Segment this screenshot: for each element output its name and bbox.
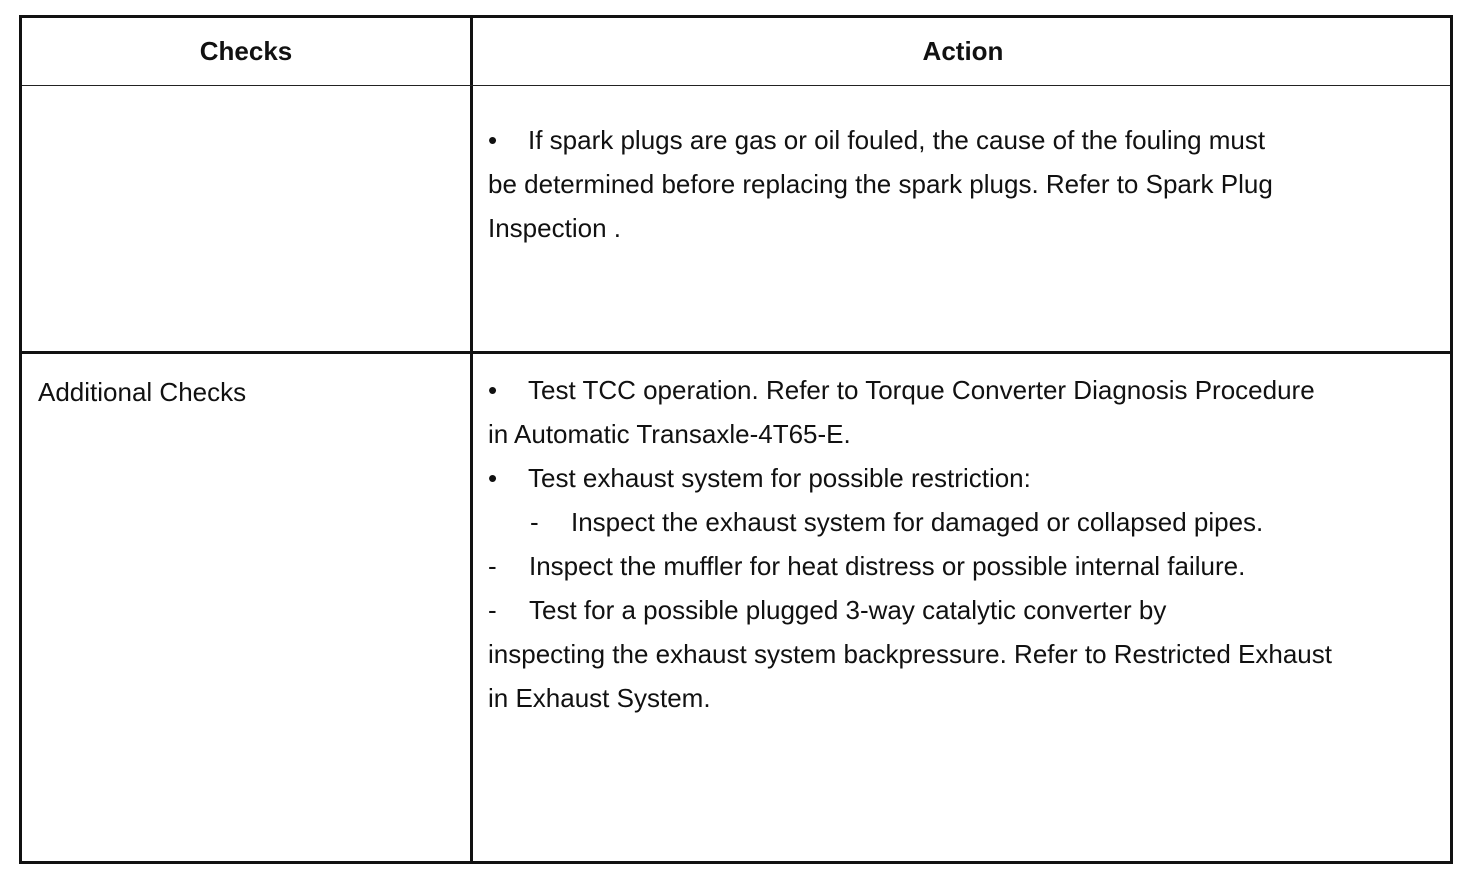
action-line-text: Test TCC operation. Refer to Torque Converter Diagnosis Procedure [528,375,1315,405]
action-line-text: Test for a possible plugged 3-way catalytic converter by [529,595,1167,625]
action-line [488,588,1332,632]
row-1-action [488,118,1273,250]
action-line-text: inspecting the exhaust system backpressure. Refer to Restricted Exhaust [488,639,1332,669]
action-line [488,412,1332,456]
row-divider [22,351,1450,354]
action-line-text: Test exhaust system for possible restriction: [528,463,1031,493]
row-2-check: Additional Checks [38,377,247,407]
row-2-action [488,368,1332,720]
bullet-marker: • [488,375,498,405]
action-line-text: If spark plugs are gas or oil fouled, the cause of the fouling must [528,125,1266,155]
action-line-text: Inspect the muffler for heat distress or possible internal failure. [529,551,1246,581]
action-line [488,162,1273,206]
action-line-text: Inspection . [488,213,621,243]
action-line [488,118,1273,162]
dash-marker: - [488,595,497,625]
dash-marker: - [530,507,539,537]
action-line [488,368,1332,412]
action-line-text: be determined before replacing the spark plugs. Refer to Spark Plug [488,169,1273,199]
dash-marker: - [488,551,497,581]
diagnostic-table [19,15,1453,864]
action-line [488,676,1332,720]
action-line-text: in Automatic Transaxle-4T65-E. [488,419,851,449]
action-line-text: Inspect the exhaust system for damaged or collapsed pipes. [571,507,1264,537]
action-line [488,500,1332,544]
bullet-marker: • [488,125,498,155]
bullet-marker: • [488,463,498,493]
header-action: Action [922,36,1004,66]
header-checks: Checks [199,36,293,66]
action-line [488,206,1273,250]
action-line [488,544,1332,588]
column-divider [470,18,473,861]
header-divider [22,85,1450,86]
action-line [488,632,1332,676]
action-line-text: in Exhaust System. [488,683,711,713]
action-line [488,456,1332,500]
